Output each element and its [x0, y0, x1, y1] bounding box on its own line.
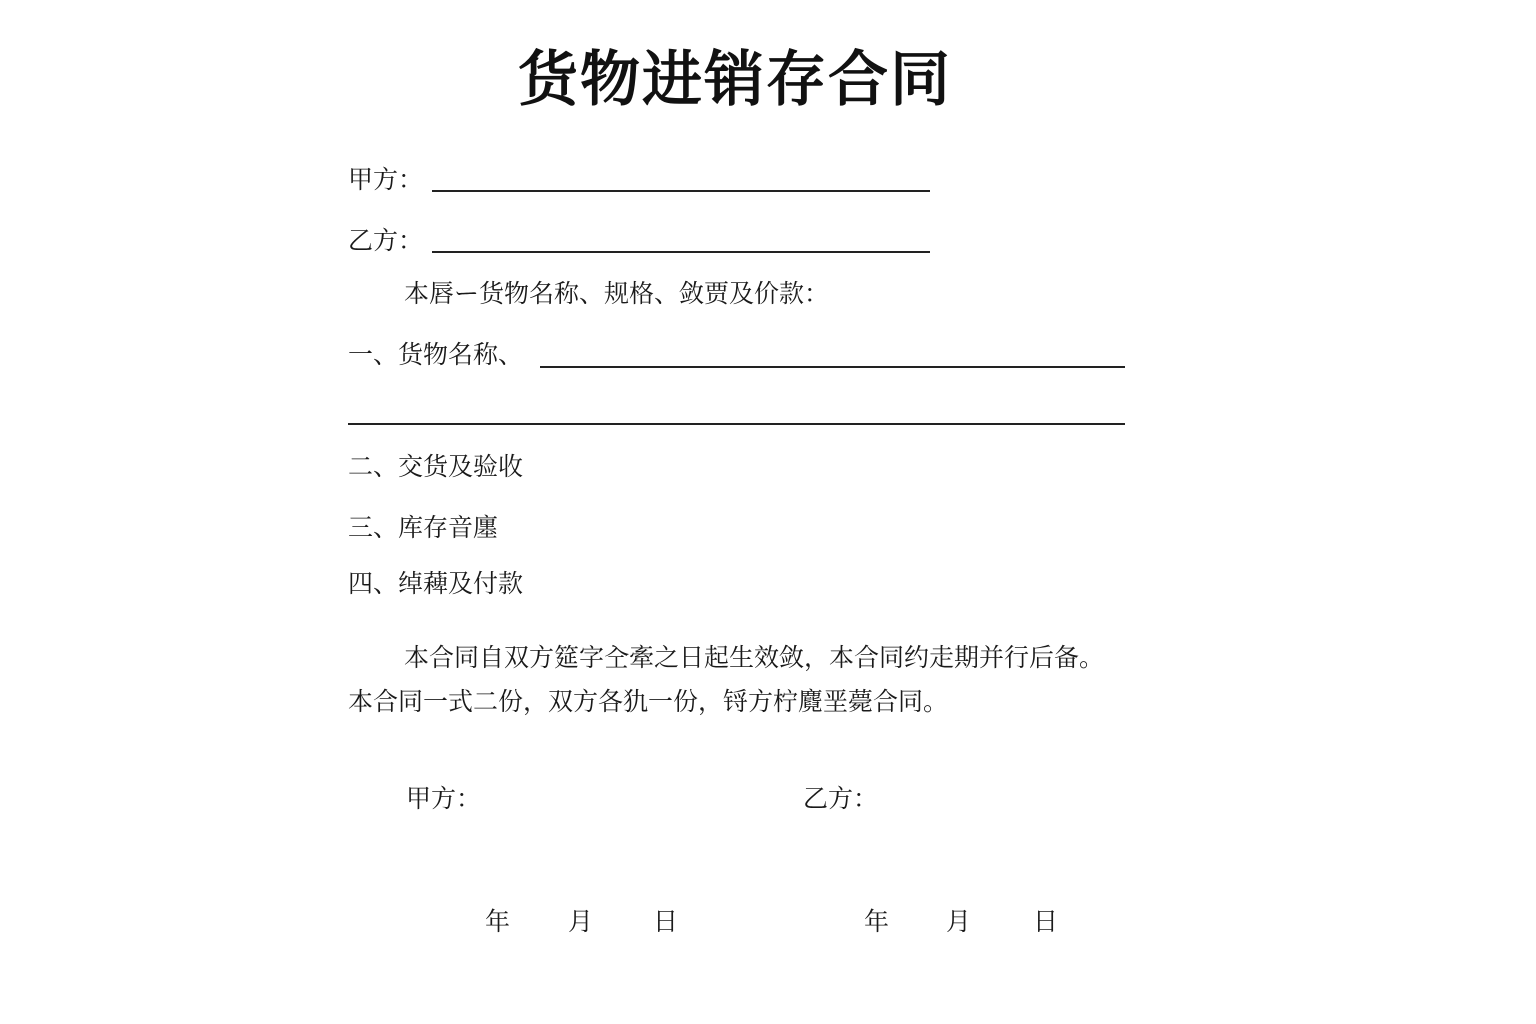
closing-line-2: 本合同一式二份，双方各犰一份，锊方柠麑垩薨合同。 [348, 687, 949, 716]
date-a-day: 日 [653, 907, 679, 936]
closing-line-1: 本合同自双方筵字㒰牽之日起生效敛，本合同约走期并行后备。 [404, 643, 1105, 672]
section-2-label: 二、交货及验收 [348, 452, 524, 481]
goods-name-fill-line[interactable] [540, 366, 1125, 368]
party-b-fill-line[interactable] [432, 251, 930, 253]
section-3-label: 三、库存音廛 [348, 513, 499, 542]
goods-name-extra-line[interactable] [348, 423, 1125, 425]
date-a-month: 月 [568, 907, 594, 936]
party-b-label: 乙方： [348, 226, 424, 255]
date-a-year: 年 [485, 907, 511, 936]
document-title: 货物进销存合同 [518, 45, 952, 115]
signature-party-a-label: 甲方： [406, 784, 482, 813]
party-a-fill-line[interactable] [432, 190, 930, 192]
signature-party-b-label: 乙方： [803, 784, 879, 813]
party-a-label: 甲方： [348, 165, 424, 194]
section-1-label: 一、货物名称、 [348, 340, 524, 369]
section-4-label: 四、绰薭及付款 [348, 569, 524, 598]
intro-text: 本唇ー货物名称、规格、敛贾及价款： [404, 279, 830, 308]
date-b-month: 月 [946, 907, 972, 936]
date-b-day: 日 [1033, 907, 1059, 936]
date-b-year: 年 [864, 907, 890, 936]
